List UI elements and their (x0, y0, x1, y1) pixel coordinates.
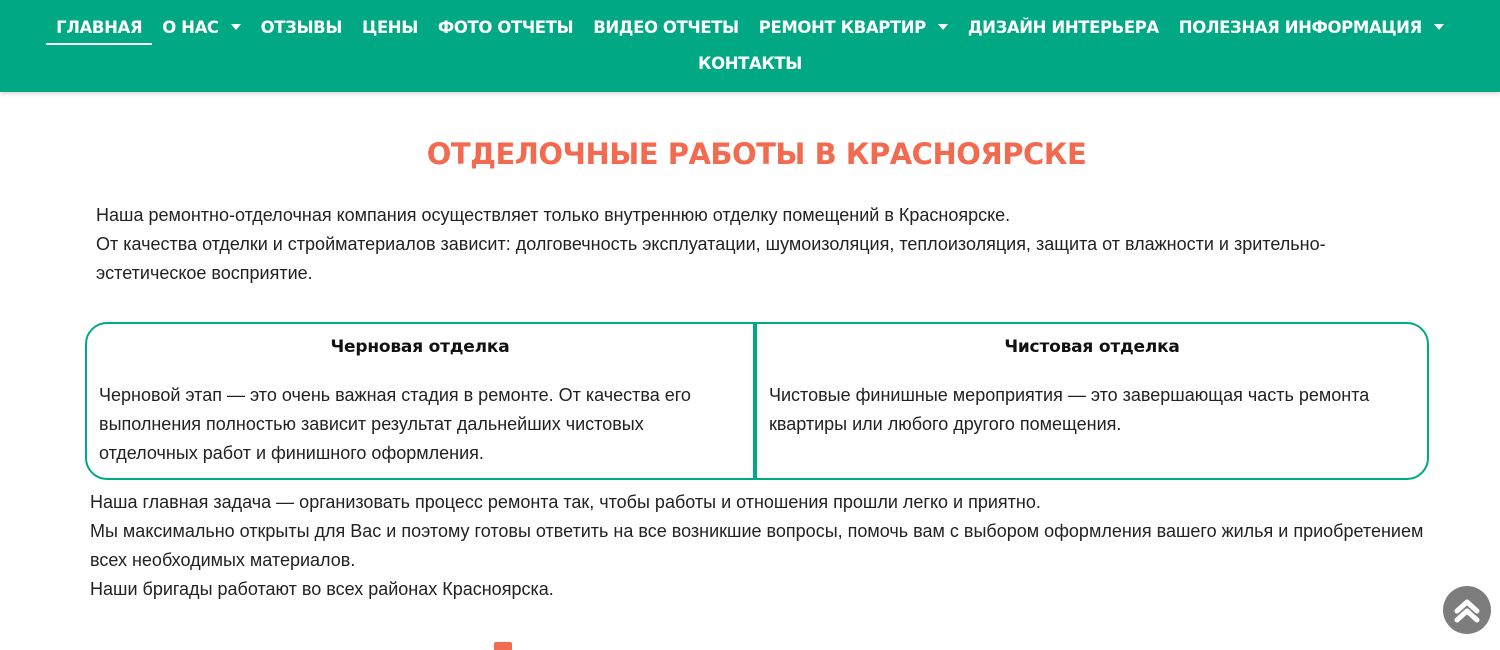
outro-paragraph: Наши бригады работают во всех районах Красноярска. (90, 579, 554, 599)
nav-item-apartment-repair[interactable] (749, 12, 958, 42)
nav-item-label: ФОТО ОТЧЕТЫ (437, 17, 574, 37)
card-rough-finishing (87, 324, 757, 478)
next-heading-fragment (494, 642, 512, 650)
card-text: Чистовые финишные мероприятия — это завершающая часть ремонта квартиры или любого другого помещения. (769, 385, 1370, 434)
nav-item-prices[interactable] (352, 12, 428, 42)
outro-text (90, 488, 1430, 604)
nav-item-label: ПОЛЕЗНАЯ ИНФОРМАЦИЯ (1178, 17, 1422, 37)
finishing-types-box (85, 322, 1429, 480)
nav-item-photo-reports[interactable] (428, 12, 583, 42)
intro-paragraph: От качества отделки и стройматериалов зависит: долговечность эксплуатации, шумоизоляция, теплоизоляция, защита от влажности и зрительно-эстетическое восприятие. (96, 234, 1326, 283)
scroll-to-top-button[interactable] (1443, 586, 1491, 634)
nav-item-label: РЕМОНТ КВАРТИР (758, 17, 926, 37)
nav-item-home[interactable] (46, 12, 152, 42)
outro-paragraph: Наша главная задача — организовать процесс ремонта так, чтобы работы и отношения прошли легко и приятно. (90, 492, 1041, 512)
chevron-down-icon (231, 24, 241, 30)
nav-item-contacts[interactable] (688, 48, 812, 78)
nav-item-about[interactable] (152, 12, 250, 42)
nav-item-interior-design[interactable] (958, 12, 1169, 42)
nav-item-video-reports[interactable] (583, 12, 749, 42)
nav-item-label: КОНТАКТЫ (698, 53, 802, 73)
nav-item-label: ВИДЕО ОТЧЕТЫ (593, 17, 739, 37)
double-chevron-up-icon (1452, 595, 1482, 625)
intro-text (96, 201, 1416, 288)
card-title: Черновая отделка (330, 337, 510, 357)
nav-item-label: ОТЗЫВЫ (260, 17, 343, 37)
card-text: Черновой этап — это очень важная стадия в ремонте. От качества его выполнения полностью зависит результат дальнейших чистовых отделочных работ и финишного оформления. (99, 385, 691, 463)
nav-row-primary (0, 12, 1500, 42)
nav-item-label: О НАС (162, 17, 219, 37)
nav-item-label: ЦЕНЫ (362, 17, 418, 37)
card-fine-finishing (757, 324, 1427, 478)
nav-item-reviews[interactable] (251, 12, 352, 42)
nav-row-secondary (0, 48, 1500, 78)
nav-item-label: ГЛАВНАЯ (56, 17, 143, 37)
top-navigation (0, 0, 1500, 92)
page-title: ОТДЕЛОЧНЫЕ РАБОТЫ В КРАСНОЯРСКЕ (426, 137, 1087, 172)
card-title: Чистовая отделка (1004, 337, 1180, 357)
outro-paragraph: Мы максимально открыты для Вас и поэтому готовы ответить на все возникшие вопросы, помочь вам с выбором оформления вашего жилья и приобретением всех необходимых материалов. (90, 521, 1424, 570)
nav-item-useful-info[interactable] (1169, 12, 1454, 42)
nav-item-label: ДИЗАЙН ИНТЕРЬЕРА (967, 17, 1159, 37)
chevron-down-icon (1434, 24, 1444, 30)
chevron-down-icon (938, 24, 948, 30)
intro-paragraph: Наша ремонтно-отделочная компания осуществляет только внутреннюю отделку помещений в Красноярске. (96, 205, 1011, 225)
